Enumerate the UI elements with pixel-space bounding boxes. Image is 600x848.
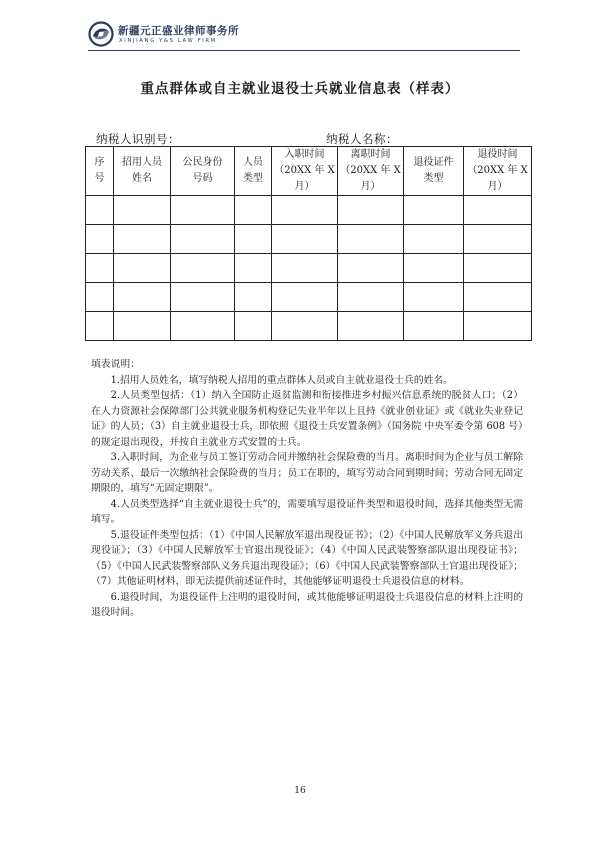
column-header — [404, 147, 464, 196]
column-header-line: 退役时间 — [477, 149, 518, 160]
column-header — [86, 147, 114, 196]
table-cell — [114, 225, 171, 254]
column-header-line: 号 — [94, 173, 105, 184]
table-cell — [171, 254, 235, 283]
table-cell — [171, 312, 235, 341]
table-row — [86, 225, 532, 254]
column-header-line: （20XX 年 X — [340, 165, 401, 176]
column-header — [272, 147, 338, 196]
column-header-line: 退役证件 — [413, 157, 454, 168]
firm-name-english: XINJIANG Y&S LAW FIRM — [119, 38, 217, 44]
firm-name-chinese: 新疆元正盛业律师事务所 — [118, 25, 239, 37]
column-header-line: 类型 — [423, 173, 444, 184]
table-cell — [338, 254, 404, 283]
table-row — [86, 196, 532, 225]
instructions — [91, 357, 523, 621]
table-cell — [404, 283, 464, 312]
table-cell — [338, 312, 404, 341]
column-header-line: 人员 — [243, 157, 263, 168]
column-header-line: 公民身份 — [182, 157, 223, 168]
column-header-line: （20XX 年 X — [274, 165, 335, 176]
table-row — [86, 283, 532, 312]
instruction-item: 4.人员类型选择“自主就业退役士兵”的，需要填写退役证件类型和退役时间，选择其他类型无需填写。 — [91, 498, 523, 525]
table-cell — [404, 225, 464, 254]
table-cell — [272, 196, 338, 225]
firm-logo-icon — [88, 21, 114, 47]
column-header — [464, 147, 532, 196]
table-cell — [86, 312, 114, 341]
table-cell — [114, 283, 171, 312]
column-header-line: 入职时间 — [284, 149, 325, 160]
table-cell — [171, 196, 235, 225]
header-rule — [88, 50, 520, 51]
table-cell — [404, 254, 464, 283]
instruction-item: 5.退役证件类型包括：（1）《中国人民解放军退出现役证书》；（2）《中国人民解放军义务兵退出现役证》；（3）《中国人民解放军士官退出现役证》；（4）《中国人民武装警察部队退出现役证书》；（5）《中国人民武装警察部队义务兵退出现役证》；（6）《中国人民武装警察部队士官退出现役证》；（7）其他证明材料，即无法提供前述证件时，其他能够证明退役士兵退役信息的材料。 — [91, 529, 523, 587]
table-cell — [464, 196, 532, 225]
table-cell — [235, 254, 272, 283]
form-title: 重点群体或自主就业退役士兵就业信息表（样表） — [140, 81, 460, 97]
column-header-line: 号码 — [192, 173, 213, 184]
table-cell — [235, 225, 272, 254]
table-header-row — [86, 147, 532, 196]
column-header — [171, 147, 235, 196]
table-row — [86, 312, 532, 341]
table-cell — [272, 312, 338, 341]
page-number: 16 — [294, 786, 306, 796]
table-cell — [114, 196, 171, 225]
column-header-line: 序 — [94, 157, 105, 168]
column-header — [114, 147, 171, 196]
table-cell — [272, 225, 338, 254]
table-cell — [114, 254, 171, 283]
table-cell — [86, 254, 114, 283]
table-cell — [464, 312, 532, 341]
table-cell — [235, 283, 272, 312]
table-cell — [464, 254, 532, 283]
instructions-heading: 填表说明： — [91, 359, 140, 370]
taxpayer-name-label: 纳税人名称： — [326, 132, 398, 146]
table-cell — [86, 225, 114, 254]
table-cell — [171, 225, 235, 254]
column-header — [235, 147, 272, 196]
table-cell — [235, 196, 272, 225]
table-cell — [338, 196, 404, 225]
column-header-line: 离职时间 — [350, 149, 391, 160]
table-cell — [404, 312, 464, 341]
table-row — [86, 254, 532, 283]
column-header — [338, 147, 404, 196]
employment-info-table — [85, 146, 532, 341]
column-header-line: 招用人员 — [122, 157, 162, 168]
table-body — [86, 196, 532, 341]
column-header-line: 月） — [487, 181, 508, 192]
table-cell — [272, 283, 338, 312]
column-header-line: （20XX 年 X — [467, 165, 528, 176]
table-cell — [404, 196, 464, 225]
table-cell — [235, 312, 272, 341]
table-cell — [338, 225, 404, 254]
column-header-line: 月） — [360, 181, 381, 192]
letterhead — [88, 20, 288, 50]
table-cell — [464, 225, 532, 254]
table-cell — [171, 283, 235, 312]
table-cell — [464, 283, 532, 312]
taxpayer-id-label: 纳税人识别号： — [96, 132, 180, 146]
column-header-line: 月） — [294, 181, 315, 192]
instruction-item: 2.人员类型包括：（1）纳入全国防止返贫监测和衔接推进乡村振兴信息系统的脱贫人口；（2）在人力资源社会保障部门公共就业服务机构登记失业半年以上且持《就业创业证》或《就业失业登记证》的人员；（3）自主就业退役士兵，即依照《退役士兵安置条例》（国务院 中央军委令第 608 号）的规定退出现役，并按自主就业方式安置的士兵。 — [91, 390, 523, 448]
column-header-line: 姓名 — [132, 173, 152, 184]
table-cell — [114, 312, 171, 341]
instruction-item: 6.退役时间，为退役证件上注明的退役时间，或其他能够证明退役士兵退役信息的材料上注明的退役时间。 — [91, 591, 523, 618]
table-cell — [86, 196, 114, 225]
table-cell — [272, 254, 338, 283]
instruction-item: 1.招用人员姓名，填写纳税人招用的重点群体人员或自主就业退役士兵的姓名。 — [110, 374, 454, 386]
column-header-line: 类型 — [243, 173, 263, 184]
table-cell — [338, 283, 404, 312]
table-cell — [86, 283, 114, 312]
instruction-item: 3.入职时间，为企业与员工签订劳动合同并缴纳社会保险费的当月。离职时间为企业与员工解除劳动关系、最后一次缴纳社会保险费的当月；员工在职的，填写劳动合同到期时间；劳动合同无固定期限的，填写“无固定期限”。 — [91, 452, 523, 494]
